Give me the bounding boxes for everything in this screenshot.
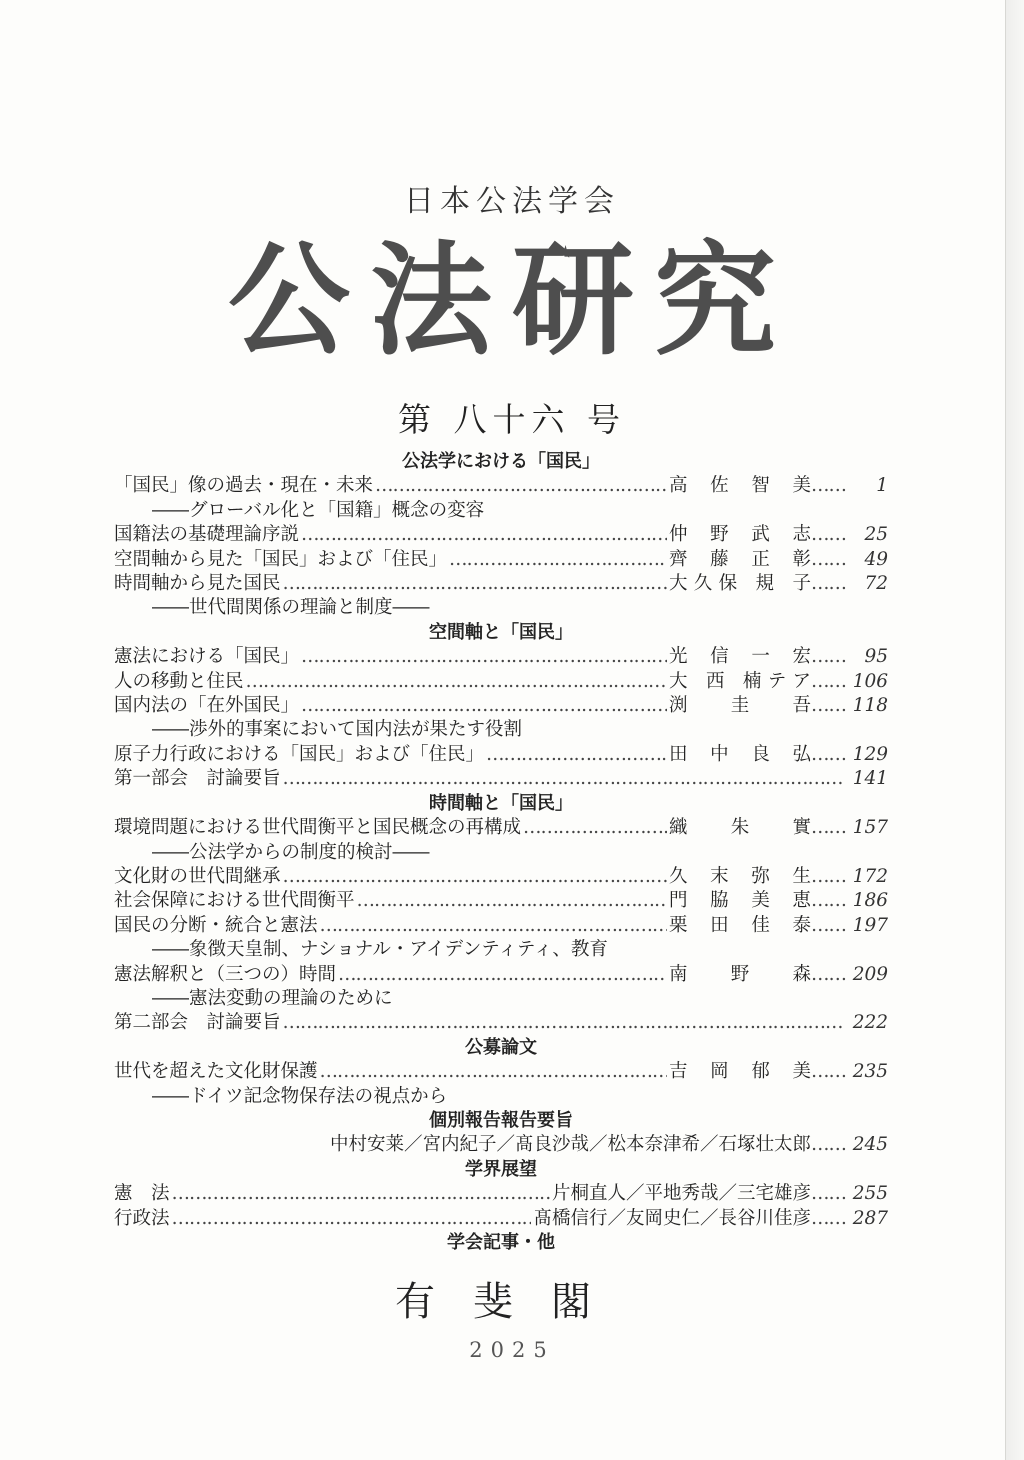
toc-leader [449,548,667,572]
toc-title: 環境問題における世代間衡平と国民概念の再構成 [114,817,522,839]
toc-page: 1 [876,475,888,497]
toc-entry [114,743,888,767]
publication-year: 2025 [469,1338,555,1362]
toc-entry [114,1182,888,1206]
toc-entry [114,963,888,987]
toc-entry [114,865,888,889]
toc-title: 第一部会 討論要旨 [114,768,281,790]
toc-title: 空間軸から見た「国民」および「住民」 [114,548,448,570]
toc-dots: …… [811,1061,846,1083]
toc-leader [246,670,667,694]
toc-section-heading: 空間軸と「国民」 [429,621,573,643]
journal-title: 公法研究 [228,228,796,372]
toc-title: 時間軸から見た国民 [114,573,281,595]
toc-title: 国籍法の基礎理論序説 [114,524,300,546]
toc-title: 人の移動と住民 [114,670,244,692]
toc-leader [283,572,667,596]
toc-entry [114,474,888,498]
toc-leader [375,474,667,498]
toc-leader [301,645,667,669]
toc-subtitle: ――公法学からの制度的検討―― [152,841,430,863]
toc-dots: …… [811,1207,846,1229]
toc-leader [301,694,667,718]
toc-leader [172,1182,550,1206]
toc-title: 社会保障における世代間衡平 [114,890,355,912]
toc-leader [301,523,667,547]
toc-entry [114,694,888,718]
toc-author: 光 信 一 宏 [669,646,811,668]
toc-author: 高 佐 智 美 [669,475,811,497]
toc-page: 186 [852,890,888,912]
toc-author: 齊 藤 正 彰 [669,548,811,570]
table-of-contents [114,450,888,1255]
toc-author: 南 野 森 [669,963,811,985]
toc-title: 「国民」像の過去・現在・未来 [114,475,374,497]
toc-page: 197 [852,914,888,936]
toc-section-heading: 時間軸と「国民」 [429,792,573,814]
toc-author: 仲 野 武 志 [669,524,811,546]
toc-subtitle: ――ドイツ記念物保存法の視点から [152,1085,448,1107]
toc-author: 渕 圭 吾 [669,695,811,717]
toc-dots: …… [811,865,846,887]
toc-page: 255 [852,1183,888,1205]
toc-entry [114,1207,888,1231]
toc-page: 222 [852,1012,888,1034]
toc-page: 235 [852,1061,888,1083]
toc-page: 209 [852,963,888,985]
toc-title: 世代を超えた文化財保護 [114,1061,318,1083]
toc-dots: …… [811,914,846,936]
toc-dots: …… [811,963,846,985]
toc-leader [283,1011,844,1035]
toc-section-heading: 公募論文 [465,1036,537,1058]
toc-page: 129 [852,743,888,765]
toc-title: 行政法 [114,1207,170,1229]
toc-title: 憲法における「国民」 [114,646,300,668]
toc-page: 157 [852,817,888,839]
toc-entry [114,914,888,938]
toc-page: 245 [852,1134,888,1156]
toc-author: 中村安莱／宮内紀子／髙良沙哉／松本奈津希／石塚壮太郎 [329,1134,811,1156]
toc-subtitle: ――グローバル化と「国籍」概念の変容 [152,499,485,521]
toc-author: 髙橋信行／友岡史仁／長谷川佳彦 [533,1207,811,1229]
toc-author: 栗 田 佳 泰 [669,914,811,936]
toc-subtitle: ――渉外的事案において国内法が果たす役割 [152,719,523,741]
toc-page: 25 [864,524,888,546]
toc-section-heading: 公法学における「国民」 [402,451,600,472]
toc-title: 第二部会 討論要旨 [114,1012,281,1034]
toc-page: 95 [864,646,888,668]
toc-author: 久 末 弥 生 [669,865,811,887]
toc-dots: …… [811,475,846,497]
toc-page: 72 [864,573,888,595]
toc-leader [486,743,667,767]
toc-author: 田 中 良 弘 [669,743,811,765]
toc-leader [338,963,667,987]
toc-entry [114,1060,888,1084]
toc-subtitle: ――世代間関係の理論と制度―― [152,597,430,619]
toc-dots: …… [811,743,846,765]
toc-author: 織 朱 實 [669,817,811,839]
toc-author: 大久保 規 子 [669,573,811,595]
toc-section-heading: 学会記事・他 [447,1232,555,1253]
toc-subtitle: ――憲法変動の理論のために [152,987,393,1009]
toc-title: 憲法解釈と（三つの）時間 [114,963,337,985]
toc-dots: …… [811,890,846,912]
society-name: 日本公法学会 [404,184,620,219]
toc-entry [114,548,888,572]
toc-entry [114,645,888,669]
toc-leader [283,767,844,791]
toc-section-heading: 個別報告報告要旨 [429,1109,573,1131]
toc-leader [357,889,667,913]
toc-entry [114,670,888,694]
toc-entry [114,1011,888,1035]
publisher-name: 有斐閣 [395,1279,629,1325]
toc-dots: …… [811,695,846,717]
toc-leader [320,914,667,938]
toc-dots: …… [811,524,846,546]
toc-dots: …… [811,670,846,692]
toc-leader [320,1060,667,1084]
toc-entry [114,767,888,791]
toc-entry [114,889,888,913]
toc-author: 大 西 楠テア [669,670,811,692]
toc-dots: …… [811,1183,846,1205]
toc-title: 国内法の「在外国民」 [114,695,300,717]
toc-dots: …… [811,573,846,595]
toc-author: 吉 岡 郁 美 [669,1061,811,1083]
toc-entry [114,523,888,547]
toc-entry [114,572,888,596]
toc-page: 287 [852,1207,888,1229]
toc-title: 文化財の世代間継承 [114,865,281,887]
toc-author: 門 脇 美 恵 [669,890,811,912]
toc-leader [283,865,667,889]
toc-title: 国民の分断・統合と憲法 [114,914,318,936]
toc-leader [172,1207,532,1231]
toc-page: 106 [852,670,888,692]
toc-page: 49 [864,548,888,570]
toc-title: 原子力行政における「国民」および「住民」 [114,743,485,765]
toc-title: 憲 法 [114,1183,170,1205]
toc-dots: …… [811,646,846,668]
toc-dots: …… [811,1134,846,1156]
toc-page: 118 [852,695,888,717]
toc-section-heading: 学界展望 [465,1158,537,1180]
toc-subtitle: ――象徴天皇制、ナショナル・アイデンティティ、教育 [152,939,608,961]
toc-page: 172 [852,865,888,887]
toc-entry [114,816,888,840]
toc-page: 141 [852,768,888,790]
toc-dots: …… [811,817,846,839]
toc-entry [114,1133,888,1157]
toc-dots: …… [811,548,846,570]
toc-leader [523,816,667,840]
issue-number: 第 八十六 号 [398,400,626,439]
toc-author: 片桐直人／平地秀哉／三宅雄彦 [551,1183,811,1205]
